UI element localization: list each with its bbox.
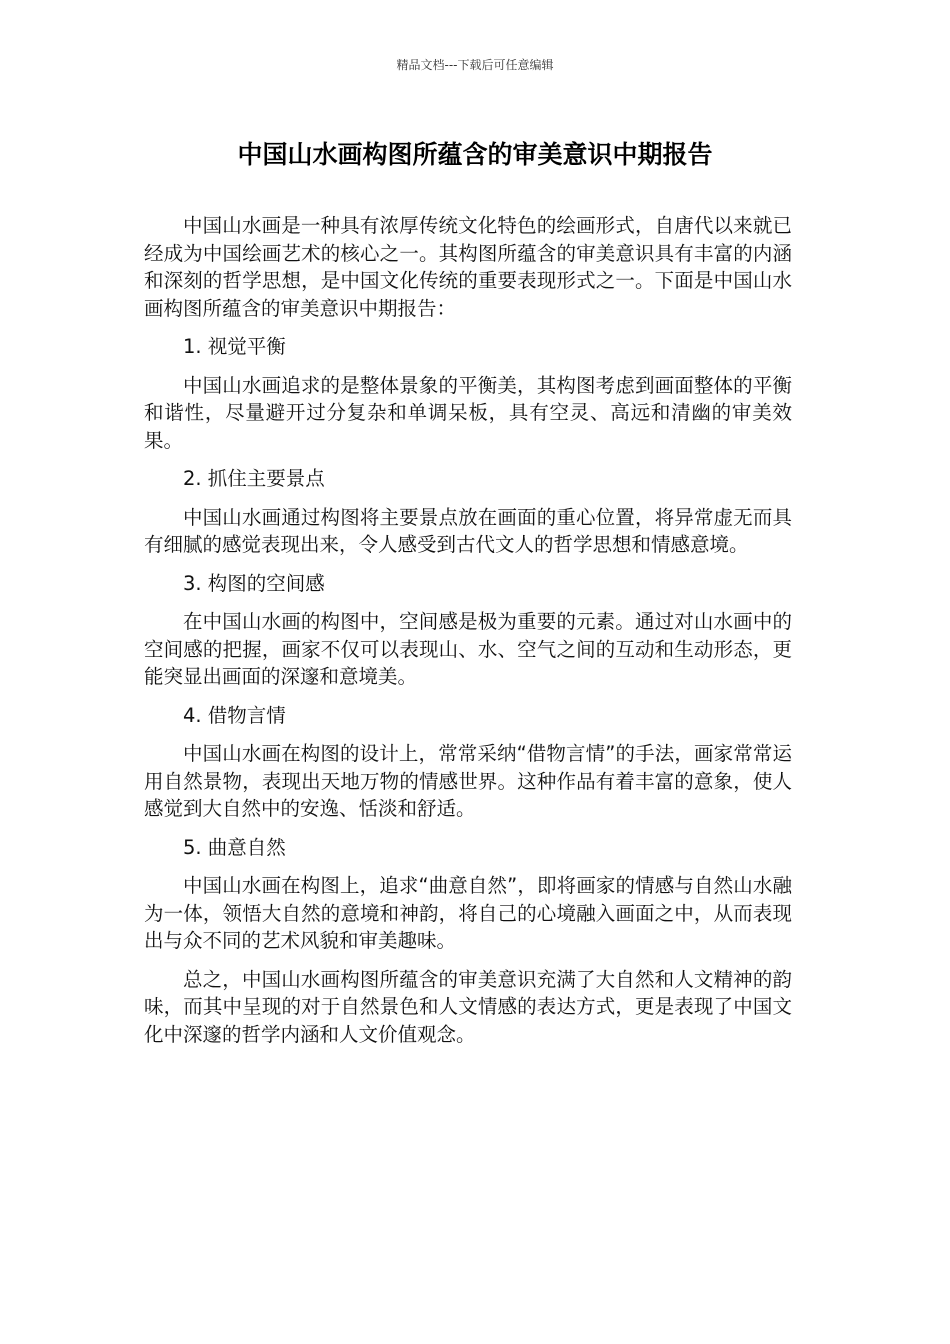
section-heading-borrowing-objects: 4. 借物言情 <box>183 703 286 727</box>
document-body <box>144 212 792 1059</box>
section-heading-natural-intent: 5. 曲意自然 <box>183 835 286 859</box>
section-heading-spatial-sense: 3. 构图的空间感 <box>183 571 325 595</box>
section-text-visual-balance: 中国山水画追求的是整体景象的平衡美，其构图考虑到画面整体的平衡和谐性，尽量避开过分复杂和单调呆板，具有空灵、高远和清幽的审美效果。 <box>144 373 792 452</box>
section-text-spatial-sense: 在中国山水画的构图中，空间感是极为重要的元素。通过对山水画中的空间感的把握，画家不仅可以表现山、水、空气之间的互动和生动形态，更能突显出画面的深邃和意境美。 <box>144 610 792 688</box>
document-title: 中国山水画构图所蕴含的审美意识中期报告 <box>237 140 713 169</box>
section-text-natural-intent: 中国山水画在构图上，追求“曲意自然”，即将画家的情感与自然山水融为一体，领悟大自然的意境和神韵，将自己的心境融入画面之中，从而表现出与众不同的艺术风貌和审美趣味。 <box>144 874 792 952</box>
section-text-borrowing-objects: 中国山水画在构图的设计上，常常采纳“借物言情”的手法，画家常常运用自然景物，表现出天地万物的情感世界。这种作品有着丰富的意象，使人感觉到大自然中的安逸、恬淡和舒适。 <box>144 742 792 820</box>
section-heading-main-scenery: 2. 抓住主要景点 <box>183 467 325 490</box>
page-header-note: 精品文档---下载后可任意编辑 <box>396 58 554 72</box>
conclusion-paragraph: 总之，中国山水画构图所蕴含的审美意识充满了大自然和人文精神的韵味，而其中呈现的对于自然景色和人文情感的表达方式，更是表现了中国文化中深邃的哲学内涵和人文价值观念。 <box>144 967 792 1046</box>
section-heading-visual-balance: 1. 视觉平衡 <box>183 335 286 358</box>
intro-paragraph: 中国山水画是一种具有浓厚传统文化特色的绘画形式，自唐代以来就已经成为中国绘画艺术的核心之一。其构图所蕴含的审美意识具有丰富的内涵和深刻的哲学思想，是中国文化传统的重要表现形式之一。下面是中国山水画构图所蕴含的审美意识中期报告： <box>144 214 792 320</box>
section-text-main-scenery: 中国山水画通过构图将主要景点放在画面的重心位置，将异常虚无而具有细腻的感觉表现出来，令人感受到古代文人的哲学思想和情感意境。 <box>144 505 792 556</box>
